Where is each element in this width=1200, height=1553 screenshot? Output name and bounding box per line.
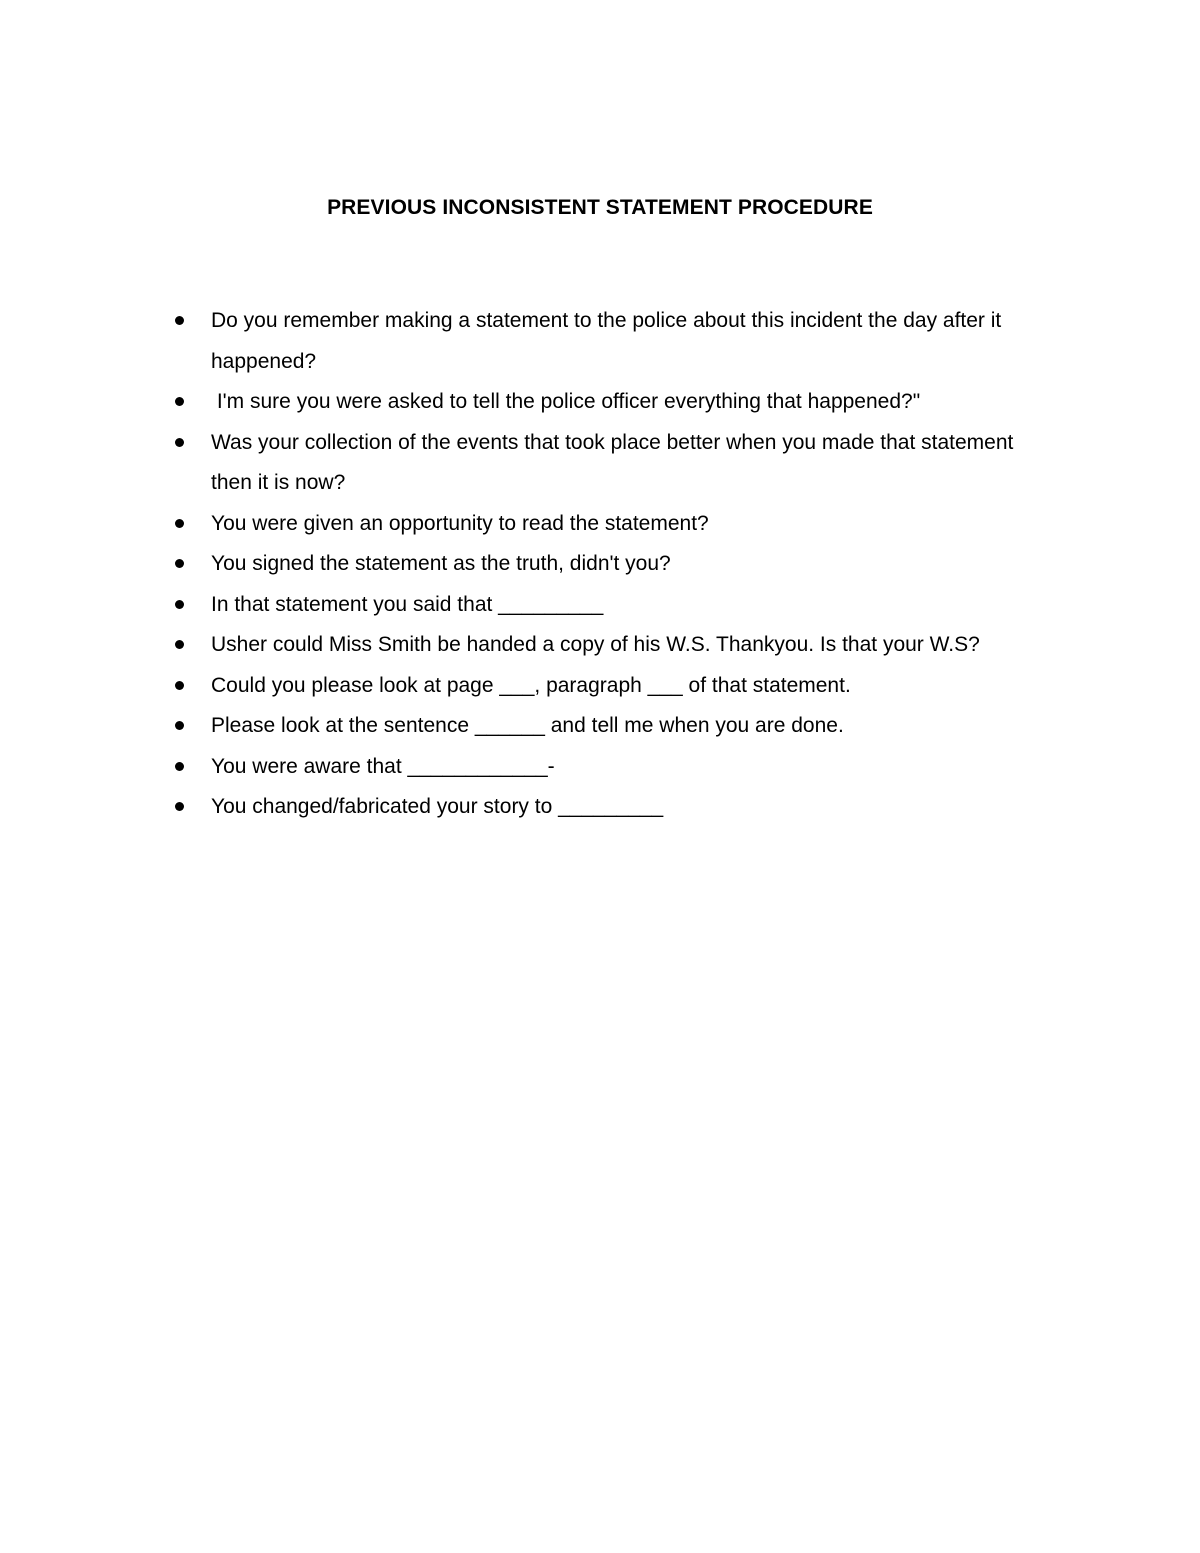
list-item-text: Usher could Miss Smith be handed a copy of his W.S. Thankyou. Is that your W.S?: [211, 633, 980, 656]
list-item-text: You changed/fabricated your story to _________: [211, 795, 664, 818]
procedure-list: [211, 301, 1041, 828]
bullet-icon: [175, 640, 184, 649]
bullet-icon: [175, 519, 184, 528]
list-item: [211, 423, 1041, 504]
list-item: [211, 301, 1041, 382]
bullet-icon: [175, 438, 184, 447]
list-item: [211, 544, 1041, 585]
bullet-icon: [175, 316, 184, 325]
list-item: [211, 625, 1041, 666]
list-item-text: You were aware that ____________-: [211, 754, 555, 778]
list-item-text: In that statement you said that _________: [211, 592, 604, 616]
list-item: [211, 382, 1041, 423]
list-item-text: You signed the statement as the truth, didn't you?: [211, 552, 671, 575]
list-item-text: Please look at the sentence ______ and tell me when you are done.: [211, 714, 844, 737]
list-item-text: Was your collection of the events that took place better when you made that statement then it is now?: [211, 430, 1014, 494]
bullet-icon: [175, 559, 184, 568]
list-item: [211, 585, 1041, 626]
bullet-icon: [175, 600, 184, 609]
list-item: [211, 706, 1041, 747]
list-item: [211, 787, 1041, 828]
bullet-icon: [175, 681, 184, 690]
list-item: [211, 747, 1041, 788]
bullet-icon: [175, 802, 184, 811]
list-item-text: Do you remember making a statement to the police about this incident the day after it happened?: [211, 309, 1002, 373]
bullet-icon: [175, 762, 184, 771]
bullet-icon: [175, 721, 184, 730]
list-item-text: You were given an opportunity to read the statement?: [211, 511, 709, 535]
list-item: [211, 504, 1041, 545]
bullet-icon: [175, 397, 184, 406]
document-title: PREVIOUS INCONSISTENT STATEMENT PROCEDURE: [327, 196, 873, 219]
list-item: [211, 666, 1041, 707]
list-item-text: I'm sure you were asked to tell the police officer everything that happened?": [211, 390, 921, 413]
list-item-text: Could you please look at page ___, paragraph ___ of that statement.: [211, 673, 851, 697]
